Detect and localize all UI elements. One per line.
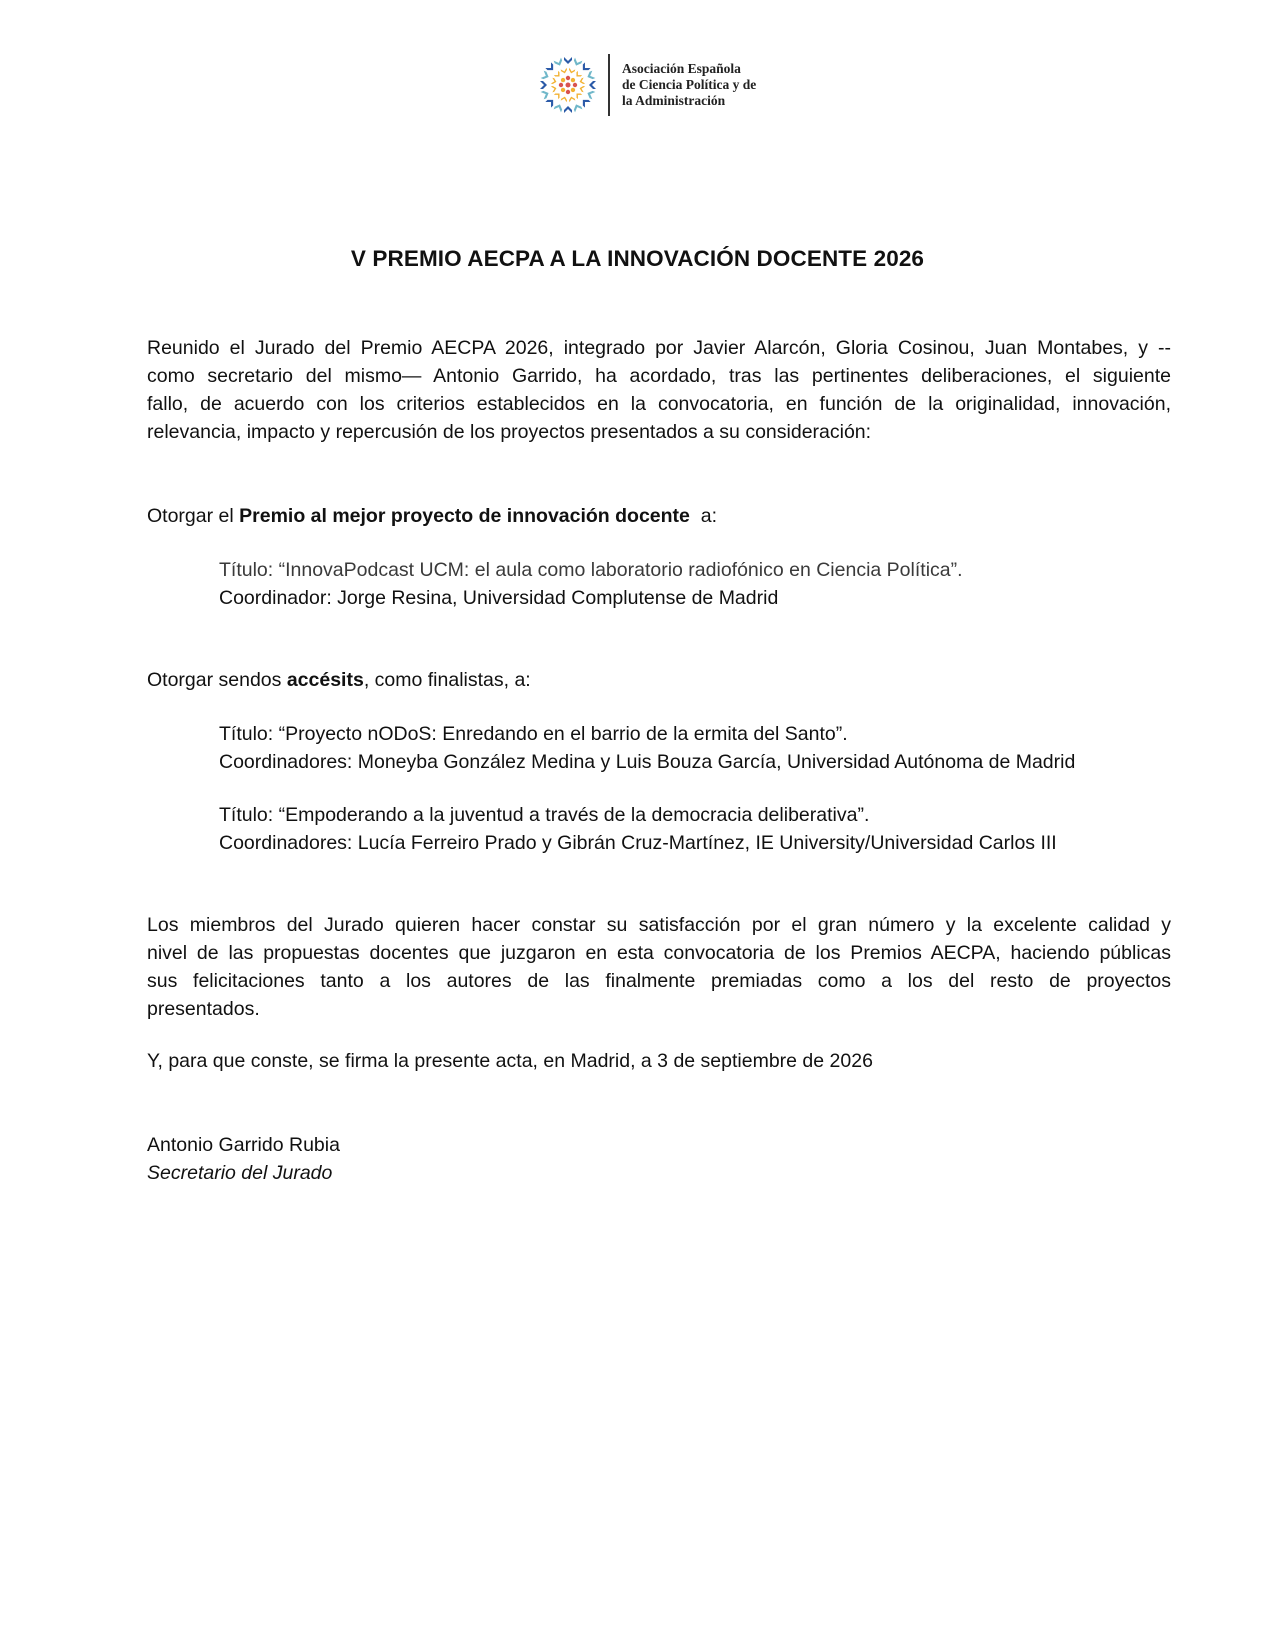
- closing-paragraph: [147, 911, 1171, 1023]
- award-project-coordinator: Coordinador: Jorge Resina, Universidad Complutense de Madrid: [219, 587, 779, 609]
- award-intro: [147, 502, 1171, 530]
- award-project: [219, 556, 963, 612]
- intro-line-4: relevancia, impacto y repercusión de los proyectos presentados a su consideración:: [147, 421, 872, 443]
- logo-line-1: Asociación Española: [622, 61, 741, 76]
- aecpa-logo-icon: [536, 53, 600, 117]
- accesits-prefix: Otorgar sendos: [147, 669, 287, 691]
- accesit-project-1: [219, 720, 1075, 776]
- award-prefix: Otorgar el: [147, 505, 240, 527]
- closing-line-2: nivel de las propuestas docentes que juzgaron en esta convocatoria de los Premios AECPA, haciendo públicas: [147, 942, 1171, 964]
- signature-role: Secretario del Jurado: [147, 1162, 333, 1184]
- document-title: V PREMIO AECPA A LA INNOVACIÓN DOCENTE 2026: [350, 246, 925, 271]
- intro-line-3: fallo, de acuerdo con los criterios establecidos en la convocatoria, en función de la originalidad, innovación,: [147, 393, 1171, 415]
- award-name: Premio al mejor proyecto de innovación docente: [239, 505, 690, 527]
- accesit-2-coordinators: Coordinadores: Lucía Ferreiro Prado y Gibrán Cruz-Martínez, IE University/Universidad Carlos III: [219, 832, 1057, 854]
- intro-paragraph: [147, 334, 1171, 446]
- closing-line-1: Los miembros del Jurado quieren hacer constar su satisfacción por el gran número y la excelente calidad y: [147, 914, 1171, 936]
- accesit-1-coordinators: Coordinadores: Moneyba González Medina y Luis Bouza García, Universidad Autónoma de Madrid: [219, 751, 1076, 773]
- accesit-1-title: Título: “Proyecto nODoS: Enredando en el barrio de la ermita del Santo”.: [219, 723, 848, 745]
- intro-line-1: Reunido el Jurado del Premio AECPA 2026, integrado por Javier Alarcón, Gloria Cosinou, Juan Montabes, y --: [147, 337, 1171, 359]
- accesits-word: accésits: [286, 669, 364, 691]
- accesit-project-2: [219, 801, 1057, 857]
- aecpa-logo: [536, 52, 756, 118]
- accesit-2-title: Título: “Empoderando a la juventud a través de la democracia deliberativa”.: [219, 804, 870, 826]
- closing-line-3: sus felicitaciones tanto a los autores de las finalmente premiadas como a los del resto de proyectos: [147, 970, 1171, 992]
- signing-statement: [147, 1047, 1171, 1075]
- logo-line-3: la Administración: [622, 93, 726, 108]
- signing-text: Y, para que conste, se firma la presente acta, en Madrid, a 3 de septiembre de 2026: [147, 1050, 873, 1072]
- signature-block: [147, 1131, 1171, 1187]
- award-project-title: Título: “InnovaPodcast UCM: el aula como laboratorio radiofónico en Ciencia Política”.: [219, 559, 963, 581]
- logo-divider: [608, 54, 610, 116]
- award-suffix: a:: [689, 505, 718, 527]
- accesits-suffix: , como finalistas, a:: [363, 669, 531, 691]
- logo-line-2: de Ciencia Política y de: [622, 77, 757, 92]
- signature-name: Antonio Garrido Rubia: [147, 1134, 340, 1156]
- closing-line-4: presentados.: [147, 998, 260, 1020]
- intro-line-2: como secretario del mismo— Antonio Garrido, ha acordado, tras las pertinentes deliberaciones, el siguiente: [147, 365, 1171, 387]
- logo-text: [622, 61, 756, 109]
- accesits-intro: [147, 666, 1171, 694]
